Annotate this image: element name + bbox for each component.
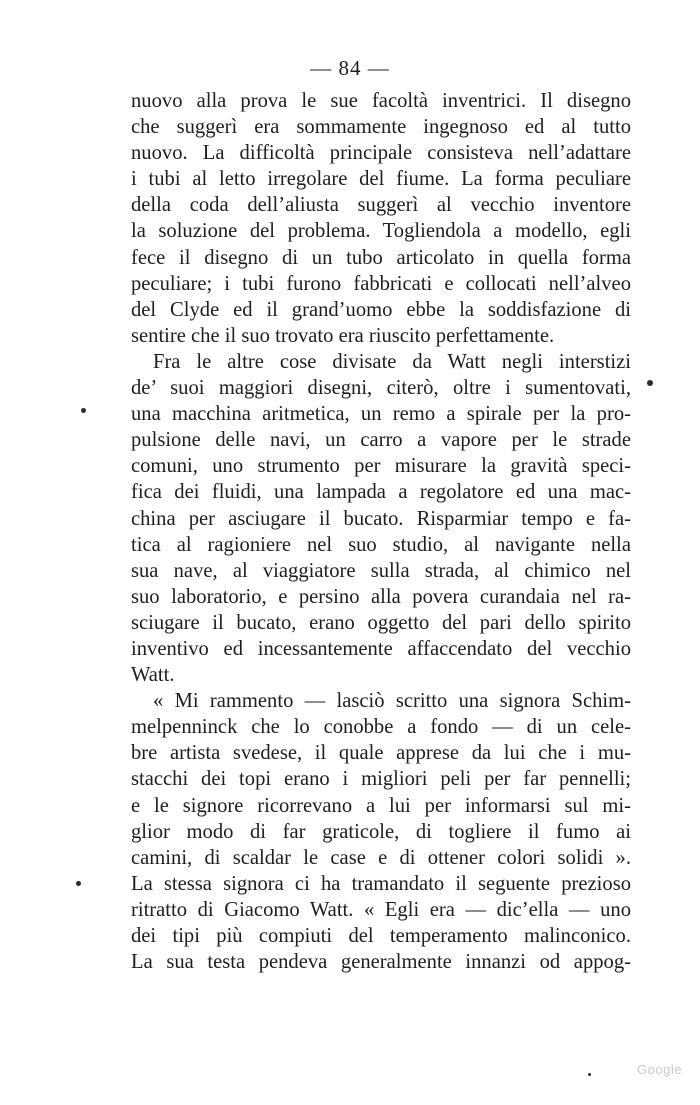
text-line: sua nave, al viaggiatore sulla strada, al chimico nel [131,559,631,582]
text-line: stacchi dei topi erano i migliori peli per far pennelli; [131,768,631,791]
text-line: sciugare il bucato, erano oggetto del pari dello spirito [131,611,631,634]
text-line: peculiare; i tubi furono fabbricati e collocati nell’alveo [131,272,631,295]
text-line: comuni, uno strumento per misurare la gravità speci- [131,455,631,478]
paragraph-start-line: Fra le altre cose divisate da Watt negli interstizi [153,350,631,373]
text-line: i tubi al letto irregolare del fiume. La forma peculiare [131,168,631,191]
text-line: che suggerì era sommamente ingegnoso ed al tutto [131,116,631,139]
text-line: Watt. [131,664,175,687]
text-line: nuovo. La difficoltà principale consisteva nell’adattare [131,142,631,165]
text-line: glior modo di far graticole, di togliere il fumo ai [131,820,631,843]
print-speck [81,408,86,413]
print-speck [588,1073,591,1076]
text-line: camini, di scaldar le case e di ottener colori solidi ». [131,846,631,869]
text-line: nuovo alla prova le sue facoltà inventrici. Il disegno [131,90,631,112]
text-line: dei tipi più compiuti del temperamento malinconico. [131,925,631,947]
print-speck [76,881,81,886]
page-number: — 84 — [310,56,390,80]
text-line: la soluzione del problema. Togliendola a modello, egli [131,220,631,243]
text-line: tica al ragioniere nel suo studio, al navigante nella [131,533,631,556]
body-text [131,88,631,975]
text-line: inventivo ed incessantemente affaccendato del vecchio [131,637,631,660]
text-line: pulsione delle navi, un carro a vapore per le strade [131,429,631,452]
text-line: del Clyde ed il grand’uomo ebbe la soddisfazione di [131,298,631,321]
paragraph-start-line: « Mi rammento — lasciò scritto una signora Schim- [153,690,631,713]
text-line: una macchina aritmetica, un remo a spirale per la pro- [131,403,631,426]
text-line: della coda dell’aliusta suggerì al vecchio inventore [131,194,631,217]
text-line: fece il disegno di un tubo articolato in quella forma [131,246,631,269]
text-line: melpenninck che lo conobbe a fondo — di un cele- [131,716,631,739]
text-line: ritratto di Giacomo Watt. « Egli era — dic’ella — uno [131,898,631,921]
text-line: de’ suoi maggiori disegni, citerò, oltre i sumentovati, [131,377,631,400]
text-line: e le signore ricorrevano a lui per informarsi sul mi- [131,794,631,817]
text-line: suo laboratorio, e persino alla povera curandaia nel ra- [131,585,631,608]
text-line: sentire che il suo trovato era riuscito perfettamente. [131,324,555,347]
text-line: fica dei fluidi, una lampada a regolatore ed una mac- [131,481,631,504]
text-line: china per asciugare il bucato. Risparmiar tempo e fa- [131,507,631,530]
print-speck [647,380,653,386]
watermark: Google [637,1062,682,1077]
text-line: bre artista svedese, il quale apprese da lui che i mu- [131,742,631,765]
text-line: La stessa signora ci ha tramandato il seguente prezioso [131,872,631,895]
text-line: La sua testa pendeva generalmente innanzi od appog- [131,951,631,974]
